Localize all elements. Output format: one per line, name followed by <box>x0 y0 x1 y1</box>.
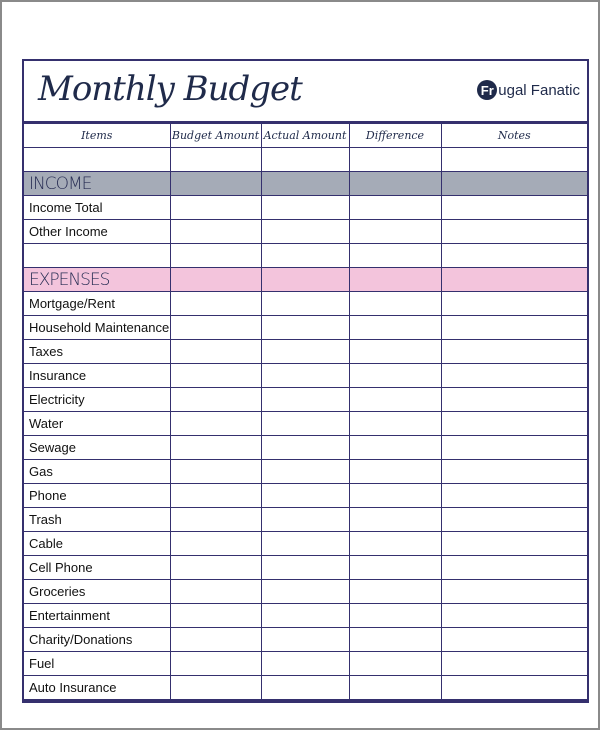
section-label: INCOME <box>24 172 170 196</box>
income-section-row <box>24 172 587 196</box>
budget-amount-cell[interactable] <box>170 556 261 580</box>
notes-cell[interactable] <box>441 196 587 220</box>
budget-amount-cell[interactable] <box>170 316 261 340</box>
budget-amount-cell[interactable] <box>170 172 261 196</box>
budget-amount-cell[interactable] <box>170 220 261 244</box>
difference-cell[interactable] <box>349 508 441 532</box>
actual-amount-cell[interactable] <box>261 172 349 196</box>
notes-cell[interactable] <box>441 340 587 364</box>
item-label: Cable <box>24 532 170 556</box>
item-label: Entertainment <box>24 604 170 628</box>
difference-cell[interactable] <box>349 556 441 580</box>
budget-sheet <box>22 59 589 703</box>
table-row <box>24 412 587 436</box>
notes-cell[interactable] <box>441 628 587 652</box>
blank-cell <box>24 244 170 268</box>
difference-cell[interactable] <box>349 316 441 340</box>
budget-amount-cell[interactable] <box>170 340 261 364</box>
actual-amount-cell[interactable] <box>261 484 349 508</box>
actual-amount-cell[interactable] <box>261 460 349 484</box>
budget-amount-cell[interactable] <box>170 436 261 460</box>
budget-amount-cell[interactable] <box>170 364 261 388</box>
item-label: Auto Insurance <box>24 676 170 700</box>
sheet-header <box>24 61 587 123</box>
budget-amount-cell[interactable] <box>170 532 261 556</box>
actual-amount-cell[interactable] <box>261 436 349 460</box>
budget-amount-cell[interactable] <box>170 412 261 436</box>
budget-amount-cell[interactable] <box>170 268 261 292</box>
budget-amount-cell[interactable] <box>170 484 261 508</box>
difference-cell[interactable] <box>349 172 441 196</box>
item-label: Water <box>24 412 170 436</box>
item-label: Fuel <box>24 652 170 676</box>
col-items: Items <box>24 124 170 148</box>
notes-cell[interactable] <box>441 364 587 388</box>
notes-cell[interactable] <box>441 412 587 436</box>
table-row <box>24 220 587 244</box>
budget-amount-cell[interactable] <box>170 652 261 676</box>
difference-cell[interactable] <box>349 148 441 172</box>
col-budget-amount: Budget Amount <box>170 124 261 148</box>
table-row <box>24 196 587 220</box>
budget-amount-cell[interactable] <box>170 676 261 700</box>
notes-cell[interactable] <box>441 220 587 244</box>
actual-amount-cell[interactable] <box>261 580 349 604</box>
brand <box>477 80 580 100</box>
difference-cell[interactable] <box>349 388 441 412</box>
budget-amount-cell[interactable] <box>170 628 261 652</box>
table-row <box>24 460 587 484</box>
notes-cell[interactable] <box>441 292 587 316</box>
item-label: Cell Phone <box>24 556 170 580</box>
table-row <box>24 532 587 556</box>
item-label: Other Income <box>24 220 170 244</box>
budget-amount-cell[interactable] <box>170 196 261 220</box>
expenses-section-row <box>24 268 587 292</box>
table-row <box>24 508 587 532</box>
actual-amount-cell[interactable] <box>261 292 349 316</box>
table-row <box>24 388 587 412</box>
notes-cell[interactable] <box>441 556 587 580</box>
table-row <box>24 628 587 652</box>
item-label: Trash <box>24 508 170 532</box>
difference-cell[interactable] <box>349 652 441 676</box>
table-row <box>24 340 587 364</box>
col-actual-amount: Actual Amount <box>261 124 349 148</box>
actual-amount-cell[interactable] <box>261 196 349 220</box>
blank-row <box>24 148 587 172</box>
notes-cell[interactable] <box>441 388 587 412</box>
notes-cell[interactable] <box>441 580 587 604</box>
table-row <box>24 556 587 580</box>
table-row <box>24 436 587 460</box>
actual-amount-cell[interactable] <box>261 148 349 172</box>
actual-amount-cell[interactable] <box>261 340 349 364</box>
difference-cell[interactable] <box>349 460 441 484</box>
actual-amount-cell[interactable] <box>261 364 349 388</box>
notes-cell[interactable] <box>441 604 587 628</box>
budget-amount-cell[interactable] <box>170 460 261 484</box>
difference-cell[interactable] <box>349 604 441 628</box>
item-label: Household Maintenance <box>24 316 170 340</box>
table-row <box>24 292 587 316</box>
item-label: Gas <box>24 460 170 484</box>
table-row <box>24 484 587 508</box>
notes-cell[interactable] <box>441 268 587 292</box>
table-row <box>24 580 587 604</box>
notes-cell[interactable] <box>441 436 587 460</box>
difference-cell[interactable] <box>349 244 441 268</box>
item-label: Electricity <box>24 388 170 412</box>
item-label: Mortgage/Rent <box>24 292 170 316</box>
notes-cell[interactable] <box>441 148 587 172</box>
budget-amount-cell[interactable] <box>170 148 261 172</box>
difference-cell[interactable] <box>349 532 441 556</box>
item-label: Taxes <box>24 340 170 364</box>
brand-name: ugal Fanatic <box>498 81 580 99</box>
difference-cell[interactable] <box>349 340 441 364</box>
item-label: Income Total <box>24 196 170 220</box>
actual-amount-cell[interactable] <box>261 220 349 244</box>
notes-cell[interactable] <box>441 460 587 484</box>
budget-amount-cell[interactable] <box>170 604 261 628</box>
actual-amount-cell[interactable] <box>261 652 349 676</box>
difference-cell[interactable] <box>349 484 441 508</box>
actual-amount-cell[interactable] <box>261 532 349 556</box>
col-difference: Difference <box>349 124 441 148</box>
col-notes: Notes <box>441 124 587 148</box>
section-label: EXPENSES <box>24 268 170 292</box>
notes-cell[interactable] <box>441 484 587 508</box>
blank-row <box>24 244 587 268</box>
actual-amount-cell[interactable] <box>261 388 349 412</box>
difference-cell[interactable] <box>349 580 441 604</box>
item-label: Insurance <box>24 364 170 388</box>
difference-cell[interactable] <box>349 436 441 460</box>
actual-amount-cell[interactable] <box>261 244 349 268</box>
notes-cell[interactable] <box>441 676 587 700</box>
item-label: Phone <box>24 484 170 508</box>
page-title: Monthly Budget <box>38 69 302 109</box>
notes-cell[interactable] <box>441 172 587 196</box>
actual-amount-cell[interactable] <box>261 268 349 292</box>
notes-cell[interactable] <box>441 508 587 532</box>
actual-amount-cell[interactable] <box>261 556 349 580</box>
table-row <box>24 364 587 388</box>
notes-cell[interactable] <box>441 244 587 268</box>
blank-cell <box>24 148 170 172</box>
item-label: Charity/Donations <box>24 628 170 652</box>
difference-cell[interactable] <box>349 196 441 220</box>
table-row <box>24 652 587 676</box>
notes-cell[interactable] <box>441 532 587 556</box>
table-row <box>24 316 587 340</box>
budget-amount-cell[interactable] <box>170 244 261 268</box>
actual-amount-cell[interactable] <box>261 316 349 340</box>
table-row <box>24 676 587 700</box>
actual-amount-cell[interactable] <box>261 508 349 532</box>
table-row <box>24 604 587 628</box>
brand-logo-icon: Fr <box>477 80 497 100</box>
column-header-row <box>24 124 587 148</box>
difference-cell[interactable] <box>349 412 441 436</box>
actual-amount-cell[interactable] <box>261 676 349 700</box>
actual-amount-cell[interactable] <box>261 412 349 436</box>
actual-amount-cell[interactable] <box>261 628 349 652</box>
budget-amount-cell[interactable] <box>170 292 261 316</box>
difference-cell[interactable] <box>349 676 441 700</box>
difference-cell[interactable] <box>349 268 441 292</box>
notes-cell[interactable] <box>441 316 587 340</box>
budget-amount-cell[interactable] <box>170 580 261 604</box>
item-label: Groceries <box>24 580 170 604</box>
difference-cell[interactable] <box>349 364 441 388</box>
difference-cell[interactable] <box>349 220 441 244</box>
actual-amount-cell[interactable] <box>261 604 349 628</box>
item-label: Sewage <box>24 436 170 460</box>
budget-amount-cell[interactable] <box>170 388 261 412</box>
budget-table <box>24 123 587 700</box>
notes-cell[interactable] <box>441 652 587 676</box>
budget-amount-cell[interactable] <box>170 508 261 532</box>
difference-cell[interactable] <box>349 292 441 316</box>
difference-cell[interactable] <box>349 628 441 652</box>
